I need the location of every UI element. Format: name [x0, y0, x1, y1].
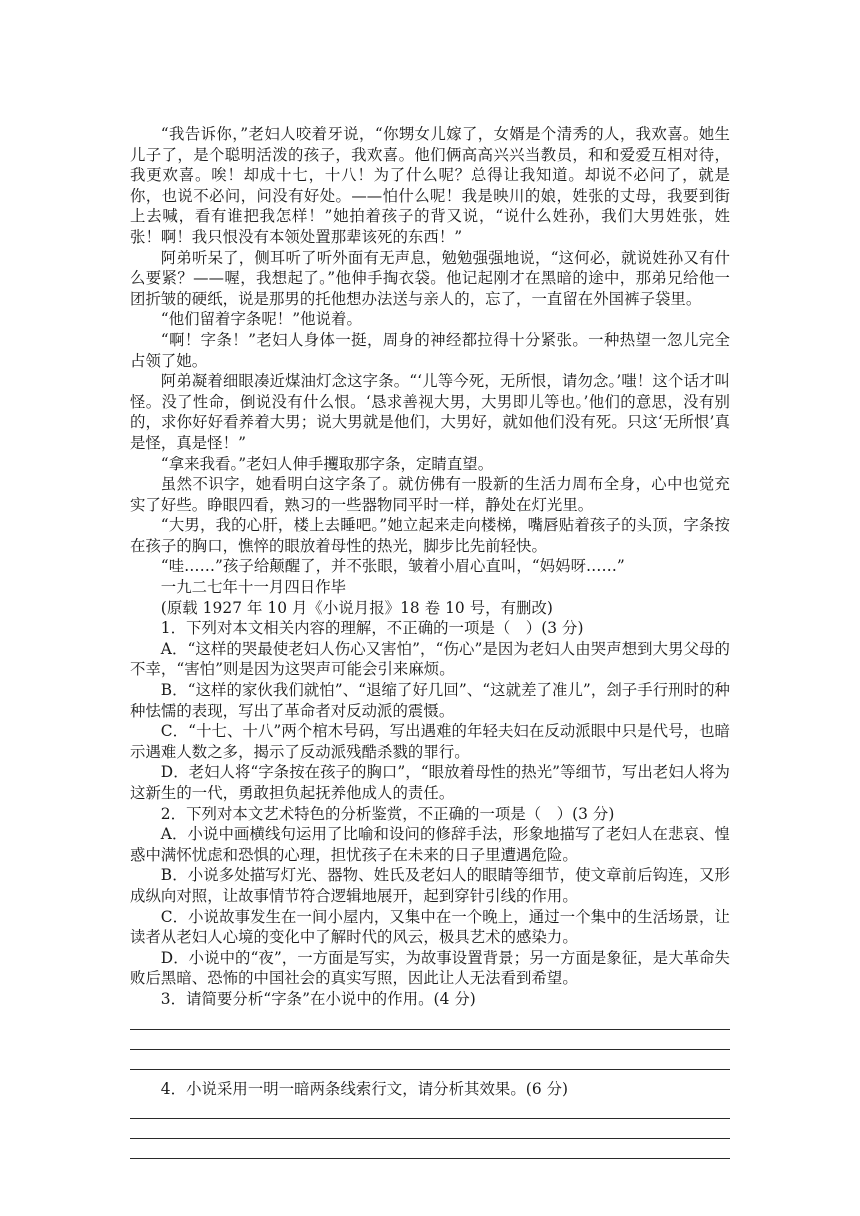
- answer-area[interactable]: [130, 1010, 730, 1070]
- option-b[interactable]: B．“这样的家伙我们就怕”、“退缩了好几回”、“这就差了准儿”，刽子手行刑时的种种怯懦的表现，写出了革命者对反动派的震慑。: [130, 681, 730, 720]
- story-paragraph: 阿弟凝着细眼凑近煤油灯念这字条。“‘儿等今死，无所恨，请勿念。’嗤！这个话才叫怪。没了性命，倒说没有什么恨。‘恳求善视大男，大男即儿等也。’他们的意思，没有别的，求你好好看养着大男；说大男就是他们，大男好，就如他们没有死。只这‘无所恨’真是怪，真是怪！”: [130, 372, 730, 452]
- story-paragraph: “大男，我的心肝，楼上去睡吧。”她立起来走向楼梯，嘴唇贴着孩子的头顶，字条按在孩子的胸口，憔悴的眼放着母性的热光，脚步比先前轻快。: [130, 516, 730, 555]
- option-a[interactable]: A．小说中画横线句运用了比喻和设问的修辞手法，形象地描写了老妇人在悲哀、惶惑中满怀忧虑和恐惧的心理，担忧孩子在未来的日子里遭遇危险。: [130, 825, 730, 864]
- option-a[interactable]: A．“这样的哭最使老妇人伤心又害怕”，“伤心”是因为老妇人由哭声想到大男父母的不幸，“害怕”则是因为这哭声可能会引来麻烦。: [130, 639, 730, 679]
- option-c[interactable]: C．“十七、十八”两个棺木号码，写出遇难的年轻夫妇在反动派眼中只是代号，也暗示遇难人数之多，揭示了反动派残酷杀戮的罪行。: [130, 722, 730, 761]
- spacer: [130, 1070, 730, 1079]
- answer-area[interactable]: [130, 1099, 730, 1159]
- option-d[interactable]: D．老妇人将“字条按在孩子的胸口”，“眼放着母性的热光”等细节，写出老妇人将为这新生的一代，勇敢担负起抚养他成人的责任。: [130, 763, 730, 802]
- answer-line[interactable]: [130, 1010, 730, 1030]
- story-paragraph: 虽然不识字，她看明白这字条了。就仿佛有一股新的生活力周布全身，心中也觉充实了好些。睁眼四看，熟习的一些器物同平时一样，静处在灯光里。: [130, 475, 730, 514]
- story-paragraph: “啊！字条！”老妇人身体一挺，周身的神经都拉得十分紧张。一种热望一忽儿完全占领了她。: [130, 330, 730, 370]
- answer-line[interactable]: [130, 1139, 730, 1159]
- option-b[interactable]: B．小说多处描写灯光、器物、姓氏及老妇人的眼睛等细节，使文章前后钩连，又形成纵向对照，让故事情节符合逻辑地展开，起到穿针引线的作用。: [130, 866, 730, 905]
- question-1: [130, 618, 730, 803]
- option-c[interactable]: C．小说故事发生在一间小屋内，又集中在一个晚上，通过一个集中的生活场景，让读者从老妇人心境的变化中了解时代的风云，极具艺术的感染力。: [130, 907, 730, 947]
- question-stem: 2．下列对本文艺术特色的分析鉴赏，不正确的一项是（ ）(3 分): [160, 804, 615, 823]
- composition-date: 一九二七年十一月四日作毕: [160, 578, 347, 597]
- source-note: (原载 1927 年 10 月《小说月报》18 卷 10 号，有删改): [160, 598, 553, 617]
- answer-line[interactable]: [130, 1099, 730, 1119]
- question-3: [130, 989, 730, 1070]
- answer-line[interactable]: [130, 1119, 730, 1139]
- story-paragraph: 阿弟听呆了，侧耳听了听外面有无声息，勉勉强强地说，“这何必，就说姓孙又有什么要紧？——喔，我想起了。”他伸手掏衣袋。他记起刚才在黑暗的途中，那弟兄给他一团折皱的硬纸，说是那男的托他想办法送与亲人的，忘了，一直留在外国裤子袋里。: [130, 248, 730, 308]
- option-d[interactable]: D．小说中的“夜”，一方面是写实，为故事设置背景；另一方面是象征，是大革命失败后黑暗、恐怖的中国社会的真实写照，因此让人无法看到希望。: [130, 948, 730, 988]
- question-2: [130, 804, 730, 989]
- answer-line[interactable]: [130, 1030, 730, 1050]
- story-paragraph: “他们留着字条呢！”他说着。: [160, 310, 362, 329]
- story-paragraph: “我告诉你，”老妇人咬着牙说，“你甥女儿嫁了，女婿是个清秀的人，我欢喜。她生儿子了，是个聪明活泼的孩子，我欢喜。他们俩高高兴兴当教员，和和爱爱互相对待，我更欢喜。唉！却成十七，十八！为了什么呢？总得让我知道。却说不必问了，就是你，也说不必问，问没有好处。——怕什么呢！我是映川的娘，姓张的丈母，我要到街上去喊，看有谁把我怎样！”她拍着孩子的背又说，“说什么姓孙，我们大男姓张，姓张！啊！我只恨没有本领处置那辈该死的东西！”: [130, 125, 730, 246]
- question-stem: 4．小说采用一明一暗两条线索行文，请分析其效果。(6 分): [160, 1079, 569, 1098]
- question-stem: 3．请简要分析“字条”在小说中的作用。(4 分): [160, 989, 476, 1008]
- question-stem: 1．下列对本文相关内容的理解，不正确的一项是（ ）(3 分): [160, 619, 584, 638]
- document-page: [130, 124, 730, 1159]
- story-paragraph: “拿来我看。”老妇人伸手攫取那字条，定睛直望。: [160, 454, 494, 473]
- answer-line[interactable]: [130, 1050, 730, 1070]
- question-4: [130, 1079, 730, 1160]
- story-paragraph: “哇……”孩子给颠醒了，并不张眼，皱着小眉心直叫，“妈妈呀……”: [160, 557, 625, 576]
